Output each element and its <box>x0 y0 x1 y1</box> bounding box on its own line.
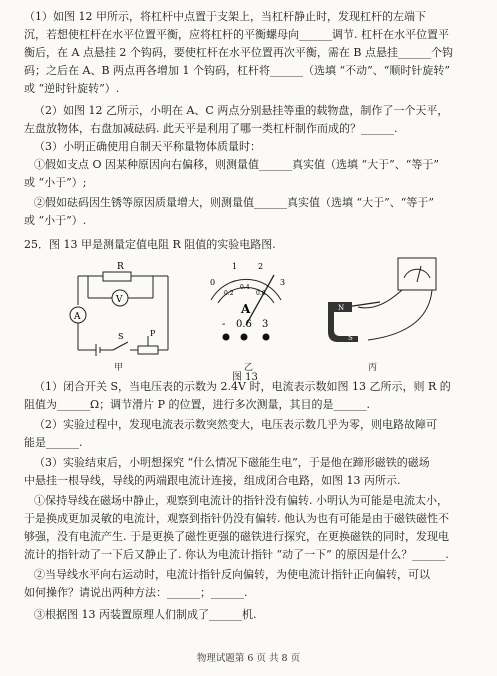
question-line: ③根据图 13 丙装置原理人们制成了______机. <box>34 608 257 621</box>
question-line: 于是换成更加灵敏的电流计，观察到指针仍没有偏转. 他认为也有可能是由于磁铁磁性不 <box>24 512 449 525</box>
question-line: 够强，没有电流产生. 于是更换了磁性更强的磁铁进行探究，在更换磁铁的同时，发现电 <box>24 530 449 543</box>
resistor-label: R <box>117 262 124 272</box>
switch-label: S <box>118 332 124 341</box>
question-line: ①保持导线在磁场中静止，观察到电流计的指针没有偏转. 小明认为可能是电流太小， <box>34 494 448 507</box>
resistor-symbol <box>103 272 131 281</box>
question-line: 或 “小于”）; <box>24 176 87 189</box>
ammeter-dial <box>196 255 296 355</box>
question-line: 或 “小于”）. <box>24 214 87 227</box>
terminal-post <box>241 334 248 341</box>
question-line: ①假如支点 O 因某种原因向右偏移，则测量值______真实值（选填 “大于”、“等于” <box>34 158 439 171</box>
question-line: 阻值为______Ω；调节滑片 P 的位置，进行多次测量，其目的是______. <box>24 398 371 411</box>
label-yi: 乙 <box>244 363 254 373</box>
lead-wire <box>368 290 432 340</box>
question-line: 衡后，在 A 点悬挂 2 个钩码，要使杠杆在水平位置再次平衡，需在 B 点悬挂______个钩 <box>24 46 454 59</box>
pointer-needle <box>246 275 274 325</box>
scale-label: 3 <box>280 278 286 287</box>
question-line: 25．图 13 甲是测量定值电阻 R 阻值的实验电路图. <box>24 238 276 251</box>
scale-label: 1 <box>232 262 238 271</box>
terminal-label: 0.6 <box>236 319 252 330</box>
question-line: （3）小明正确使用自制天平称量物体质量时： <box>34 140 261 153</box>
question-line: 中悬挂一根导线，导线的两端跟电流计连接，组成闭合电路，如图 13 丙所示. <box>24 474 401 487</box>
question-line: （1）闭合开关 S，当电压表的示数为 2.4V 时，电流表示数如图 13 乙所示，则 R 的 <box>34 380 451 393</box>
label-jia: 甲 <box>114 363 124 373</box>
scale-label: 0.4 <box>240 284 250 291</box>
figure-caption: 图 13 <box>232 372 258 383</box>
scale-label: 0.6 <box>256 290 266 297</box>
terminal-post <box>223 334 230 341</box>
meter-unit: A <box>241 302 251 316</box>
rheostat-symbol <box>138 346 158 354</box>
question-line: ②假如砝码因生锈等原因质量增大，则测量值______真实值（选填 “大于”、“等于” <box>34 196 434 209</box>
question-line: （3）实验结束后，小明想探究 “什么情况下磁能生电”，于是他在蹄形磁铁的磁场 <box>34 456 430 469</box>
scale-label: 2 <box>258 262 264 271</box>
question-line: 沉，若想使杠杆在水平位置平衡，应将杠杆的平衡螺母向______调节. 杠杆在水平位置平 <box>24 28 449 41</box>
question-line: （1）如图 12 甲所示，将杠杆中点置于支架上，当杠杆静止时，发现杠杆的左端下 <box>24 10 426 23</box>
question-line: （2）实验过程中，发现电流表示数突然变大，电压表示数几乎为零，则电路故障可 <box>34 418 437 431</box>
page-footer: 物理试题第 6 页 共 8 页 <box>196 653 301 664</box>
galvanometer-needle <box>417 266 421 282</box>
terminal-label: 3 <box>262 319 269 330</box>
question-line: ②当导线水平向右运动时，电流计指针反向偏转，为使电流计指针正向偏转，可以 <box>34 568 430 581</box>
question-line: 能是______. <box>24 436 83 449</box>
label-bing: 丙 <box>368 363 378 373</box>
magnet-s-label: S <box>348 334 353 342</box>
terminal-label: - <box>222 319 226 330</box>
slider-label: P <box>150 329 156 338</box>
ammeter-label: A <box>74 312 81 322</box>
scale-label: 0.2 <box>224 290 234 297</box>
galvanometer <box>398 258 436 290</box>
terminal-post <box>263 334 270 341</box>
magnet-n-label: N <box>338 304 345 312</box>
lead-wire <box>358 290 402 308</box>
question-line: 流计的指针动了一下后又静止了. 你认为电流计指针 “动了一下” 的原因是什么？______. <box>24 548 449 561</box>
scale-label: 0 <box>210 278 216 287</box>
voltmeter-label: V <box>116 295 123 305</box>
circuit-diagram <box>58 260 188 360</box>
question-line: 或 “逆时针旋转”）. <box>24 82 120 95</box>
question-line: 码；之后在 A、B 两点再各增加 1 个钩码，杠杆将______（选填 “不动”、“顺时针旋转” <box>24 64 451 77</box>
induction-apparatus <box>318 252 448 358</box>
switch-blade <box>113 342 128 350</box>
question-line: （2）如图 12 乙所示，小明在 A、C 两点分别悬挂等重的载物盘，制作了一个天平， <box>34 104 449 117</box>
question-line: 左盘放物体，右盘加减砝码. 此天平是利用了哪一类杠杆制作而成的？______. <box>24 122 398 135</box>
question-line: 如何操作？请说出两种方法：______；______. <box>24 586 248 599</box>
